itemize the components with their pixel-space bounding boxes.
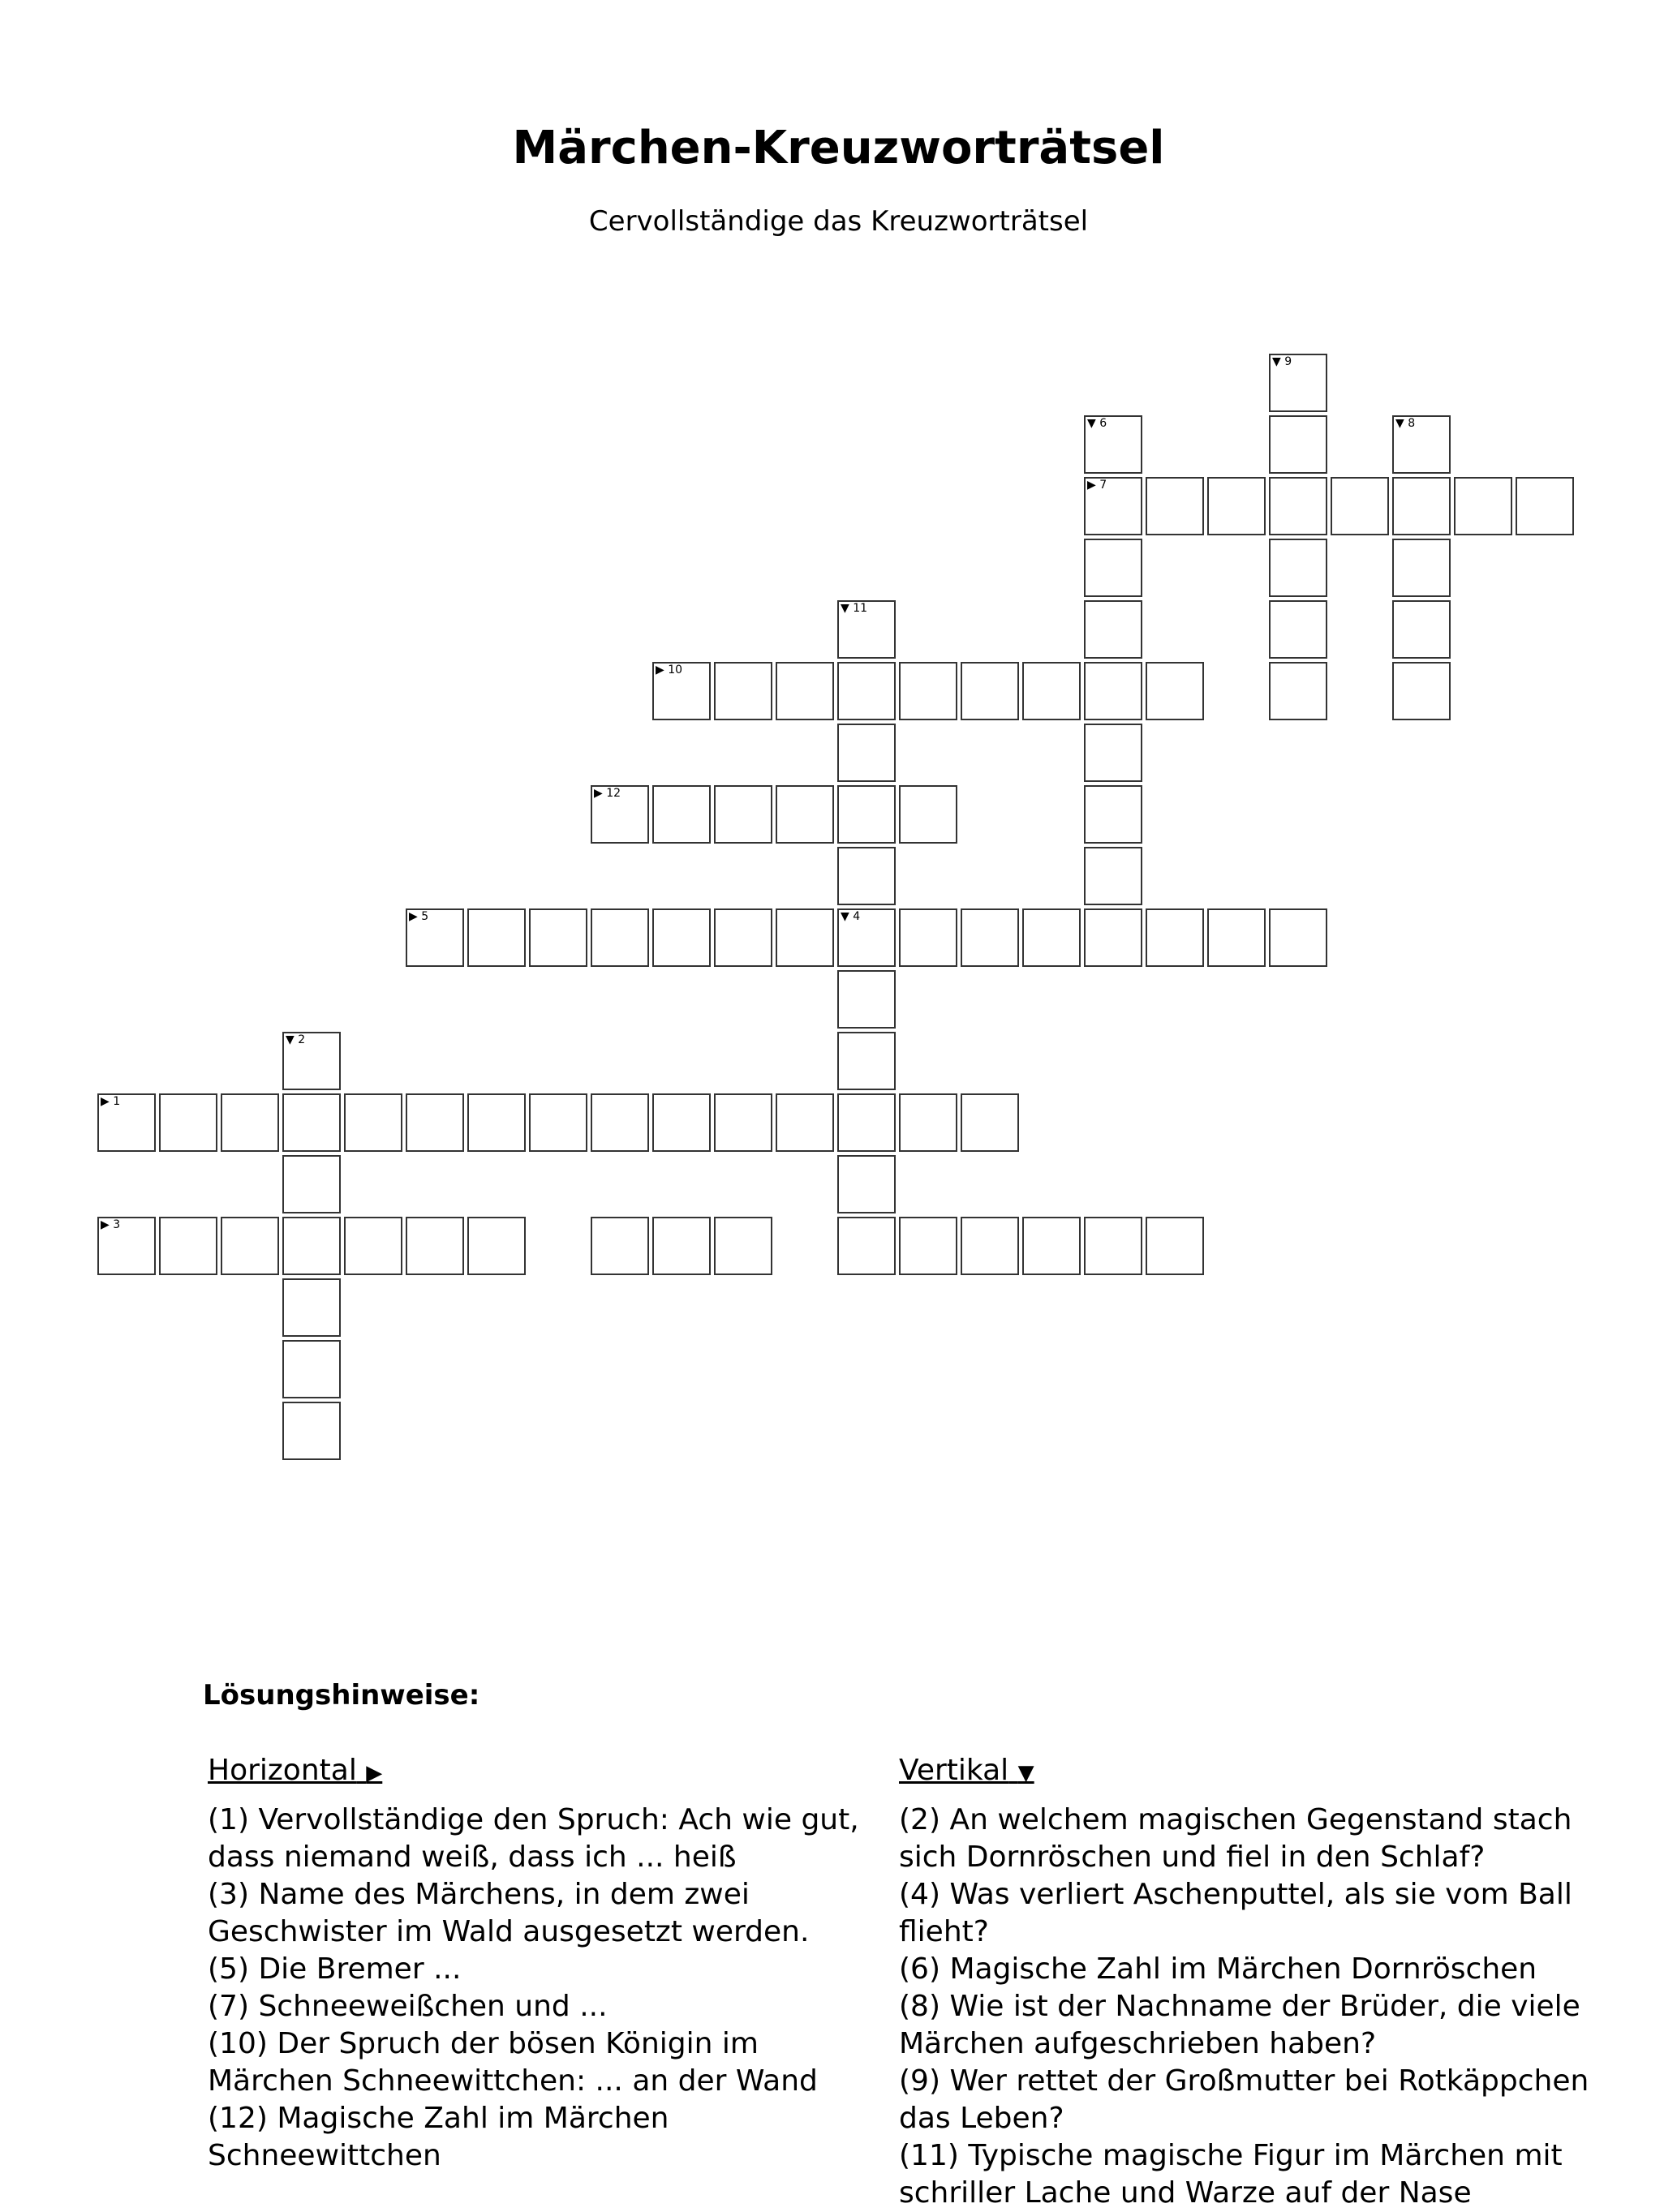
crossword-cell[interactable] <box>282 1217 341 1275</box>
crossword-cell[interactable] <box>282 1402 341 1460</box>
right-arrow-icon: ▶ <box>656 664 664 676</box>
vertical-label: Vertikal <box>899 1754 1009 1787</box>
crossword-cell[interactable] <box>591 785 649 844</box>
crossword-cell[interactable] <box>282 1278 341 1337</box>
vertical-clues-heading <box>899 1752 1613 1792</box>
crossword-cell[interactable] <box>467 1093 526 1152</box>
crossword-cell[interactable] <box>837 970 896 1029</box>
clue-down-8: (8) Wie ist der Nachname der Brüder, die viele Märchen aufgeschrieben haben? <box>899 1990 1580 2060</box>
clue-across-3: (3) Name des Märchens, in dem zwei Geschwister im Wald ausgesetzt werden. <box>208 1878 810 1948</box>
clue-down-11: (11) Typische magische Figur im Märchen mit schriller Lache und Warze auf der Nase <box>899 2139 1563 2210</box>
crossword-cell[interactable] <box>529 1093 587 1152</box>
crossword-cell[interactable] <box>837 908 896 967</box>
crossword-cell[interactable] <box>1084 662 1142 720</box>
clue-down-9: (9) Wer rettet der Großmutter bei Rotkäppchen das Leben? <box>899 2064 1589 2135</box>
crossword-cell[interactable] <box>467 1217 526 1275</box>
crossword-cell[interactable] <box>714 908 772 967</box>
crossword-cell[interactable] <box>1269 354 1327 412</box>
crossword-cell[interactable] <box>467 908 526 967</box>
right-arrow-icon: ▶ <box>1087 479 1096 492</box>
crossword-cell[interactable] <box>899 908 957 967</box>
down-arrow-icon: ▼ <box>1272 355 1281 368</box>
down-arrow-icon: ▼ <box>1395 417 1404 430</box>
clue-number: 2 <box>294 1033 306 1046</box>
vertical-clues-column <box>899 1752 1613 2212</box>
crossword-cell[interactable] <box>591 908 649 967</box>
crossword-cell[interactable] <box>837 600 896 659</box>
clue-number-label <box>1272 355 1292 368</box>
crossword-cell[interactable] <box>1084 785 1142 844</box>
crossword-cell[interactable] <box>406 1217 464 1275</box>
crossword-cell[interactable] <box>1516 477 1574 535</box>
crossword-cell[interactable] <box>1084 847 1142 905</box>
crossword-cell[interactable] <box>282 1155 341 1213</box>
right-arrow-icon: ▶ <box>101 1218 110 1231</box>
crossword-cell[interactable] <box>159 1093 217 1152</box>
crossword-cell[interactable] <box>406 1093 464 1152</box>
crossword-cell[interactable] <box>1146 662 1204 720</box>
clue-number: 6 <box>1095 417 1107 430</box>
crossword-cell[interactable] <box>899 785 957 844</box>
crossword-cell[interactable] <box>1392 662 1451 720</box>
crossword-cell[interactable] <box>1084 415 1142 474</box>
crossword-cell[interactable] <box>406 908 464 967</box>
clue-across-10: (10) Der Spruch der bösen Königin im Märchen Schneewittchen: ... an der Wand <box>208 2027 818 2098</box>
crossword-cell[interactable] <box>1146 477 1204 535</box>
crossword-cell[interactable] <box>714 662 772 720</box>
clue-number-label <box>594 787 621 800</box>
crossword-cell[interactable] <box>529 908 587 967</box>
crossword-cell[interactable] <box>1269 477 1327 535</box>
crossword-cell[interactable] <box>961 1093 1019 1152</box>
crossword-cell[interactable] <box>837 1032 896 1090</box>
page-subtitle: Cervollständige das Kreuzworträtsel <box>588 205 1089 238</box>
clue-down-2: (2) An welchem magischen Gegenstand stach sich Dornröschen und fiel in den Schlaf? <box>899 1803 1572 1874</box>
crossword-cell[interactable] <box>776 785 834 844</box>
crossword-cell[interactable] <box>837 662 896 720</box>
crossword-cell[interactable] <box>344 1093 402 1152</box>
clue-number-label <box>286 1033 305 1046</box>
crossword-cell[interactable] <box>837 1093 896 1152</box>
down-arrow-icon: ▼ <box>1017 1761 1034 1785</box>
crossword-cell[interactable] <box>652 908 711 967</box>
down-arrow-icon: ▼ <box>1087 417 1096 430</box>
crossword-cell[interactable] <box>344 1217 402 1275</box>
crossword-cell[interactable] <box>776 1093 834 1152</box>
page-title: Märchen-Kreuzworträtsel <box>512 122 1165 174</box>
crossword-cell[interactable] <box>961 662 1019 720</box>
clue-number-label <box>101 1218 120 1231</box>
crossword-cell[interactable] <box>899 1093 957 1152</box>
right-arrow-icon: ▶ <box>101 1095 110 1108</box>
clue-number: 8 <box>1404 417 1416 430</box>
crossword-cell[interactable] <box>1084 908 1142 967</box>
crossword-cell[interactable] <box>652 662 711 720</box>
clue-down-4: (4) Was verliert Aschenputtel, als sie vom Ball flieht? <box>899 1878 1572 1948</box>
crossword-cell[interactable] <box>97 1217 156 1275</box>
crossword-cell[interactable] <box>1269 600 1327 659</box>
clue-across-12: (12) Magische Zahl im Märchen Schneewittchen <box>208 2102 669 2172</box>
clue-number-label <box>1087 479 1107 492</box>
crossword-cell[interactable] <box>776 662 834 720</box>
crossword-cell[interactable] <box>837 785 896 844</box>
down-arrow-icon: ▼ <box>841 602 849 615</box>
crossword-cell[interactable] <box>961 908 1019 967</box>
crossword-cell[interactable] <box>159 1217 217 1275</box>
clue-number-label <box>841 910 860 923</box>
clue-number-label <box>1395 417 1415 430</box>
right-arrow-icon: ▶ <box>409 910 418 923</box>
crossword-cell[interactable] <box>282 1093 341 1152</box>
crossword-cell[interactable] <box>899 1217 957 1275</box>
crossword-cell[interactable] <box>1269 662 1327 720</box>
clue-down-6: (6) Magische Zahl im Märchen Dornröschen <box>899 1952 1537 1986</box>
crossword-cell[interactable] <box>1022 662 1081 720</box>
crossword-cell[interactable] <box>1269 415 1327 474</box>
crossword-cell[interactable] <box>591 1217 649 1275</box>
hints-heading: Lösungshinweise: <box>203 1679 480 1712</box>
clue-across-1: (1) Vervollständige den Spruch: Ach wie gut, dass niemand weiß, dass ich ... heiß <box>208 1803 859 1874</box>
crossword-cell[interactable] <box>1207 908 1266 967</box>
crossword-cell[interactable] <box>282 1340 341 1398</box>
right-arrow-icon: ▶ <box>366 1761 383 1785</box>
crossword-cell[interactable] <box>652 785 711 844</box>
crossword-cell[interactable] <box>714 1217 772 1275</box>
crossword-cell[interactable] <box>1084 477 1142 535</box>
crossword-cell[interactable] <box>282 1032 341 1090</box>
horizontal-clues-column <box>208 1752 881 2175</box>
crossword-cell[interactable] <box>221 1093 279 1152</box>
crossword-cell[interactable] <box>652 1093 711 1152</box>
clue-number-label <box>101 1095 120 1108</box>
right-arrow-icon: ▶ <box>594 787 603 800</box>
clue-number: 10 <box>664 664 683 676</box>
clue-number: 5 <box>417 910 429 923</box>
clue-number: 12 <box>602 787 621 800</box>
crossword-cell[interactable] <box>961 1217 1019 1275</box>
crossword-cell[interactable] <box>1392 600 1451 659</box>
crossword-cell[interactable] <box>837 1155 896 1213</box>
horizontal-label: Horizontal <box>208 1754 357 1787</box>
clue-number: 11 <box>849 602 868 615</box>
crossword-cell[interactable] <box>1207 477 1266 535</box>
crossword-cell[interactable] <box>1454 477 1512 535</box>
down-arrow-icon: ▼ <box>286 1033 295 1046</box>
crossword-cell[interactable] <box>1084 1217 1142 1275</box>
clue-number-label <box>1087 417 1107 430</box>
crossword-cell[interactable] <box>714 1093 772 1152</box>
crossword-cell[interactable] <box>1392 539 1451 597</box>
crossword-cell[interactable] <box>221 1217 279 1275</box>
crossword-cell[interactable] <box>591 1093 649 1152</box>
clue-number-label <box>656 664 682 676</box>
clue-number: 7 <box>1095 479 1107 492</box>
crossword-cell[interactable] <box>1084 539 1142 597</box>
clue-number-label <box>841 602 867 615</box>
crossword-cell[interactable] <box>1146 908 1204 967</box>
clue-across-7: (7) Schneeweißchen und ... <box>208 1990 608 2023</box>
crossword-cell[interactable] <box>1331 477 1389 535</box>
crossword-cell[interactable] <box>1269 539 1327 597</box>
horizontal-clues-heading <box>208 1752 881 1792</box>
crossword-cell[interactable] <box>714 785 772 844</box>
clue-number: 9 <box>1280 355 1292 368</box>
clue-number-label <box>409 910 428 923</box>
crossword-cell[interactable] <box>1022 908 1081 967</box>
crossword-cell[interactable] <box>1084 600 1142 659</box>
crossword-cell[interactable] <box>1084 724 1142 782</box>
crossword-cell[interactable] <box>837 847 896 905</box>
clue-number: 1 <box>109 1095 121 1108</box>
crossword-cell[interactable] <box>899 662 957 720</box>
crossword-cell[interactable] <box>1146 1217 1204 1275</box>
down-arrow-icon: ▼ <box>841 910 849 923</box>
crossword-cell[interactable] <box>776 908 834 967</box>
crossword-cell[interactable] <box>1392 477 1451 535</box>
crossword-cell[interactable] <box>837 724 896 782</box>
crossword-cell[interactable] <box>97 1093 156 1152</box>
clue-number: 3 <box>109 1218 121 1231</box>
crossword-cell[interactable] <box>1392 415 1451 474</box>
crossword-cell[interactable] <box>1022 1217 1081 1275</box>
crossword-cell[interactable] <box>837 1217 896 1275</box>
clue-across-5: (5) Die Bremer ... <box>208 1952 462 1986</box>
clue-number: 4 <box>849 910 861 923</box>
crossword-cell[interactable] <box>1269 908 1327 967</box>
crossword-cell[interactable] <box>652 1217 711 1275</box>
